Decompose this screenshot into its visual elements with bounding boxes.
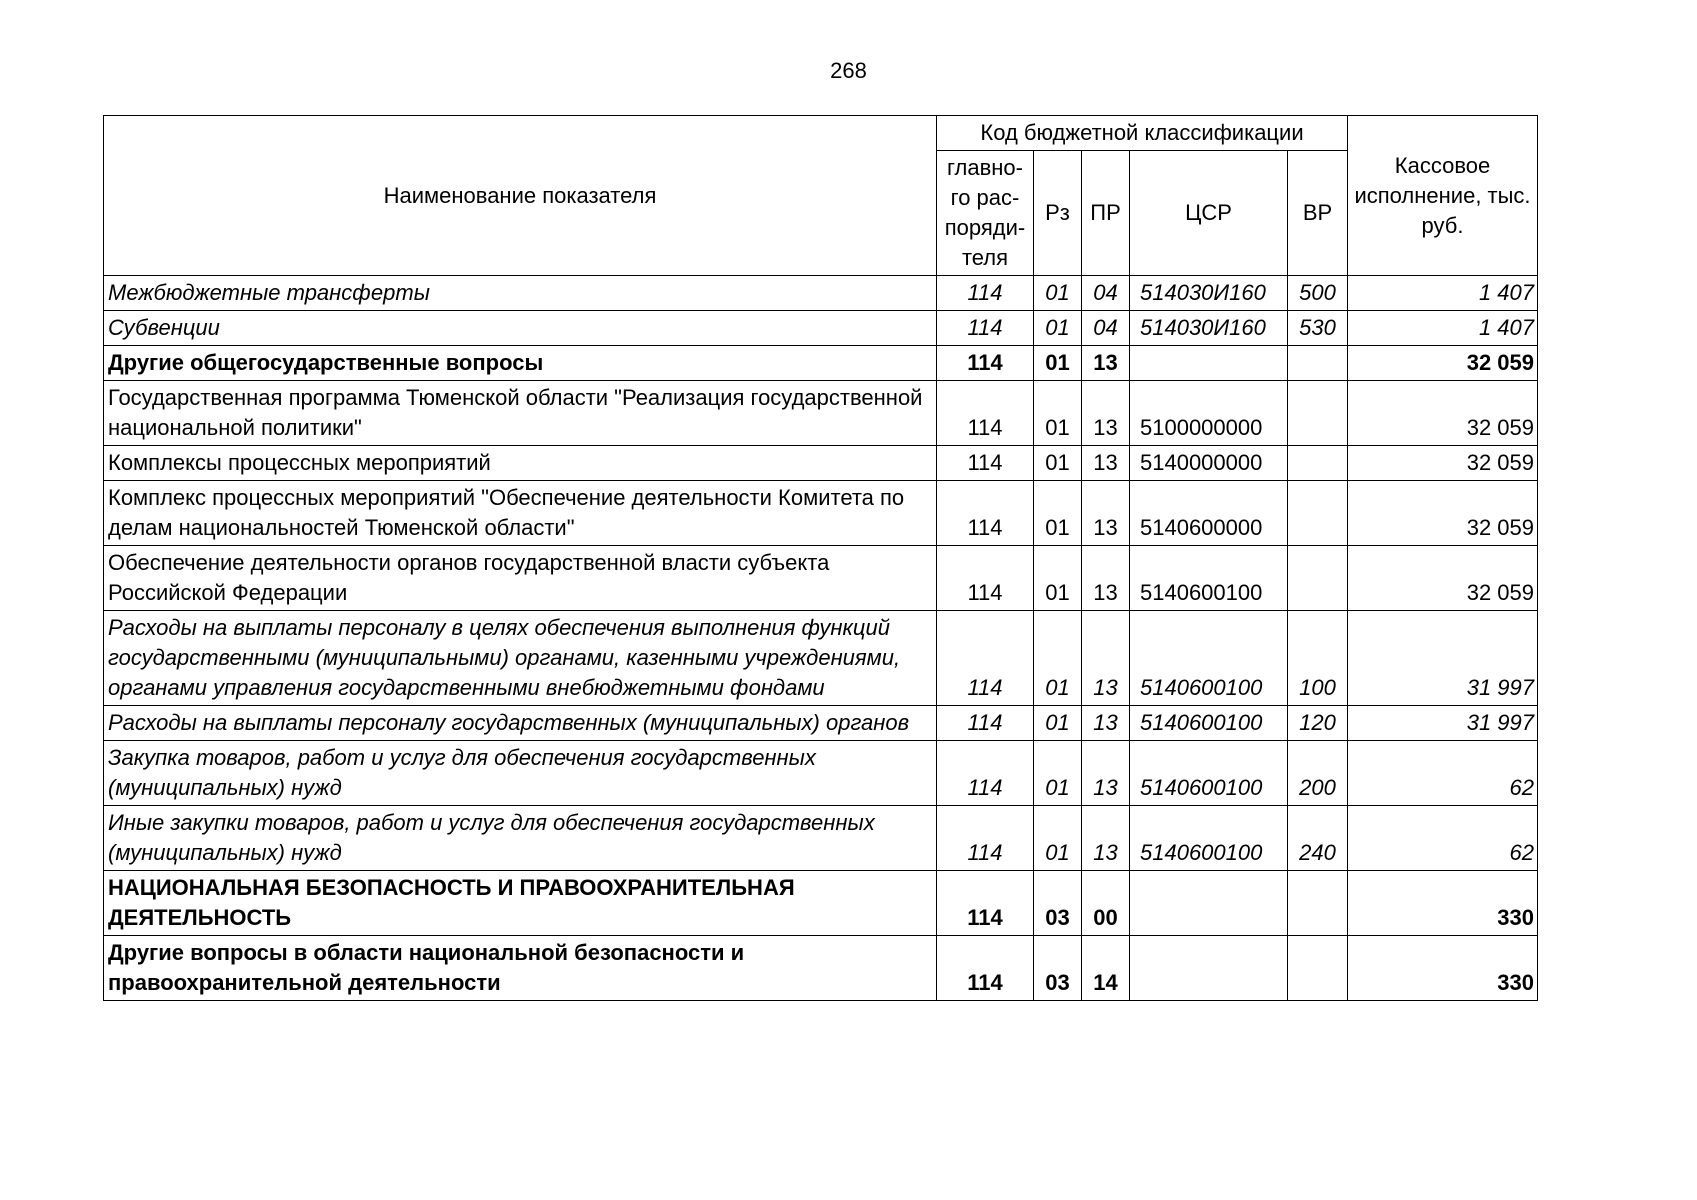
row-csr: 5140600100 xyxy=(1130,706,1288,741)
row-name: Закупка товаров, работ и услуг для обеспечения государственных (муниципальных) нужд xyxy=(104,741,937,806)
row-amount: 32 059 xyxy=(1348,446,1538,481)
row-amount: 330 xyxy=(1348,936,1538,1001)
row-rz: 03 xyxy=(1034,871,1082,936)
row-gr: 114 xyxy=(937,706,1034,741)
row-rz: 01 xyxy=(1034,806,1082,871)
row-rz: 01 xyxy=(1034,446,1082,481)
row-name: Другие общегосударственные вопросы xyxy=(104,346,937,381)
row-csr: 5140000000 xyxy=(1130,446,1288,481)
header-vr: ВР xyxy=(1288,151,1348,276)
row-rz: 01 xyxy=(1034,381,1082,446)
header-csr: ЦСР xyxy=(1130,151,1288,276)
row-rz: 01 xyxy=(1034,611,1082,706)
row-gr: 114 xyxy=(937,546,1034,611)
row-rz: 03 xyxy=(1034,936,1082,1001)
row-pr: 13 xyxy=(1082,706,1130,741)
row-vr: 500 xyxy=(1288,276,1348,311)
row-csr xyxy=(1130,346,1288,381)
row-rz: 01 xyxy=(1034,346,1082,381)
row-vr: 240 xyxy=(1288,806,1348,871)
table-row xyxy=(104,446,1538,481)
table-row xyxy=(104,806,1538,871)
row-csr: 5140600100 xyxy=(1130,611,1288,706)
row-vr: 100 xyxy=(1288,611,1348,706)
row-name: Межбюджетные трансферты xyxy=(104,276,937,311)
row-vr xyxy=(1288,481,1348,546)
row-gr: 114 xyxy=(937,611,1034,706)
budget-table xyxy=(103,115,1538,1001)
table-row xyxy=(104,871,1538,936)
table-row xyxy=(104,936,1538,1001)
row-pr: 13 xyxy=(1082,611,1130,706)
row-pr: 13 xyxy=(1082,741,1130,806)
row-pr: 13 xyxy=(1082,446,1130,481)
row-gr: 114 xyxy=(937,741,1034,806)
row-pr: 04 xyxy=(1082,311,1130,346)
row-amount: 32 059 xyxy=(1348,546,1538,611)
row-amount: 32 059 xyxy=(1348,381,1538,446)
row-name: Расходы на выплаты персоналу государственных (муниципальных) органов xyxy=(104,706,937,741)
row-name: Субвенции xyxy=(104,311,937,346)
row-vr xyxy=(1288,871,1348,936)
table-row xyxy=(104,481,1538,546)
row-csr: 5140600100 xyxy=(1130,741,1288,806)
row-rz: 01 xyxy=(1034,741,1082,806)
row-pr: 13 xyxy=(1082,481,1130,546)
row-amount: 62 xyxy=(1348,741,1538,806)
row-name: Другие вопросы в области национальной безопасности и правоохранительной деятельности xyxy=(104,936,937,1001)
row-amount: 1 407 xyxy=(1348,276,1538,311)
row-name: НАЦИОНАЛЬНАЯ БЕЗОПАСНОСТЬ И ПРАВООХРАНИТЕЛЬНАЯ ДЕЯТЕЛЬНОСТЬ xyxy=(104,871,937,936)
table-row xyxy=(104,346,1538,381)
row-name: Обеспечение деятельности органов государственной власти субъекта Российской Федерации xyxy=(104,546,937,611)
row-gr: 114 xyxy=(937,381,1034,446)
table-row xyxy=(104,276,1538,311)
row-amount: 62 xyxy=(1348,806,1538,871)
header-code-group: Код бюджетной классификации xyxy=(937,116,1348,151)
row-csr: 5140600100 xyxy=(1130,546,1288,611)
table-row xyxy=(104,546,1538,611)
row-gr: 114 xyxy=(937,806,1034,871)
table-body xyxy=(104,276,1538,1001)
row-rz: 01 xyxy=(1034,706,1082,741)
row-amount: 31 997 xyxy=(1348,611,1538,706)
row-pr: 13 xyxy=(1082,546,1130,611)
row-gr: 114 xyxy=(937,346,1034,381)
row-name: Государственная программа Тюменской области "Реализация государственной национальной политики" xyxy=(104,381,937,446)
row-pr: 00 xyxy=(1082,871,1130,936)
row-gr: 114 xyxy=(937,936,1034,1001)
row-csr: 5140600100 xyxy=(1130,806,1288,871)
row-vr xyxy=(1288,346,1348,381)
header-amount: Кассовое исполнение, тыс. руб. xyxy=(1348,116,1538,276)
row-name: Комплексы процессных мероприятий xyxy=(104,446,937,481)
row-gr: 114 xyxy=(937,446,1034,481)
row-pr: 13 xyxy=(1082,806,1130,871)
row-pr: 14 xyxy=(1082,936,1130,1001)
row-csr: 5100000000 xyxy=(1130,381,1288,446)
row-pr: 04 xyxy=(1082,276,1130,311)
row-amount: 1 407 xyxy=(1348,311,1538,346)
row-rz: 01 xyxy=(1034,311,1082,346)
row-name: Расходы на выплаты персоналу в целях обеспечения выполнения функций государственными (муниципальными) органами, казенными учреждениями, органами управления государственными внебюджетными фондами xyxy=(104,611,937,706)
table-row xyxy=(104,311,1538,346)
row-csr: 514030И160 xyxy=(1130,311,1288,346)
row-gr: 114 xyxy=(937,481,1034,546)
row-pr: 13 xyxy=(1082,381,1130,446)
row-csr xyxy=(1130,871,1288,936)
row-amount: 31 997 xyxy=(1348,706,1538,741)
row-vr xyxy=(1288,381,1348,446)
header-pr: ПР xyxy=(1082,151,1130,276)
row-vr xyxy=(1288,446,1348,481)
row-amount: 32 059 xyxy=(1348,481,1538,546)
row-name: Комплекс процессных мероприятий "Обеспечение деятельности Комитета по делам национальностей Тюменской области" xyxy=(104,481,937,546)
row-name: Иные закупки товаров, работ и услуг для обеспечения государственных (муниципальных) нужд xyxy=(104,806,937,871)
row-vr xyxy=(1288,936,1348,1001)
row-pr: 13 xyxy=(1082,346,1130,381)
row-amount: 330 xyxy=(1348,871,1538,936)
table-row xyxy=(104,381,1538,446)
row-rz: 01 xyxy=(1034,546,1082,611)
row-gr: 114 xyxy=(937,276,1034,311)
row-csr: 5140600000 xyxy=(1130,481,1288,546)
row-rz: 01 xyxy=(1034,276,1082,311)
row-vr: 530 xyxy=(1288,311,1348,346)
row-amount: 32 059 xyxy=(1348,346,1538,381)
row-gr: 114 xyxy=(937,871,1034,936)
header-gr: главно-го рас-поряди-теля xyxy=(937,151,1034,276)
row-csr: 514030И160 xyxy=(1130,276,1288,311)
row-vr: 120 xyxy=(1288,706,1348,741)
table-row xyxy=(104,611,1538,706)
row-rz: 01 xyxy=(1034,481,1082,546)
table-row xyxy=(104,706,1538,741)
header-name: Наименование показателя xyxy=(104,116,937,276)
header-rz: Рз xyxy=(1034,151,1082,276)
table-row xyxy=(104,741,1538,806)
row-vr: 200 xyxy=(1288,741,1348,806)
row-gr: 114 xyxy=(937,311,1034,346)
row-vr xyxy=(1288,546,1348,611)
page-number: 268 xyxy=(830,58,867,83)
row-csr xyxy=(1130,936,1288,1001)
